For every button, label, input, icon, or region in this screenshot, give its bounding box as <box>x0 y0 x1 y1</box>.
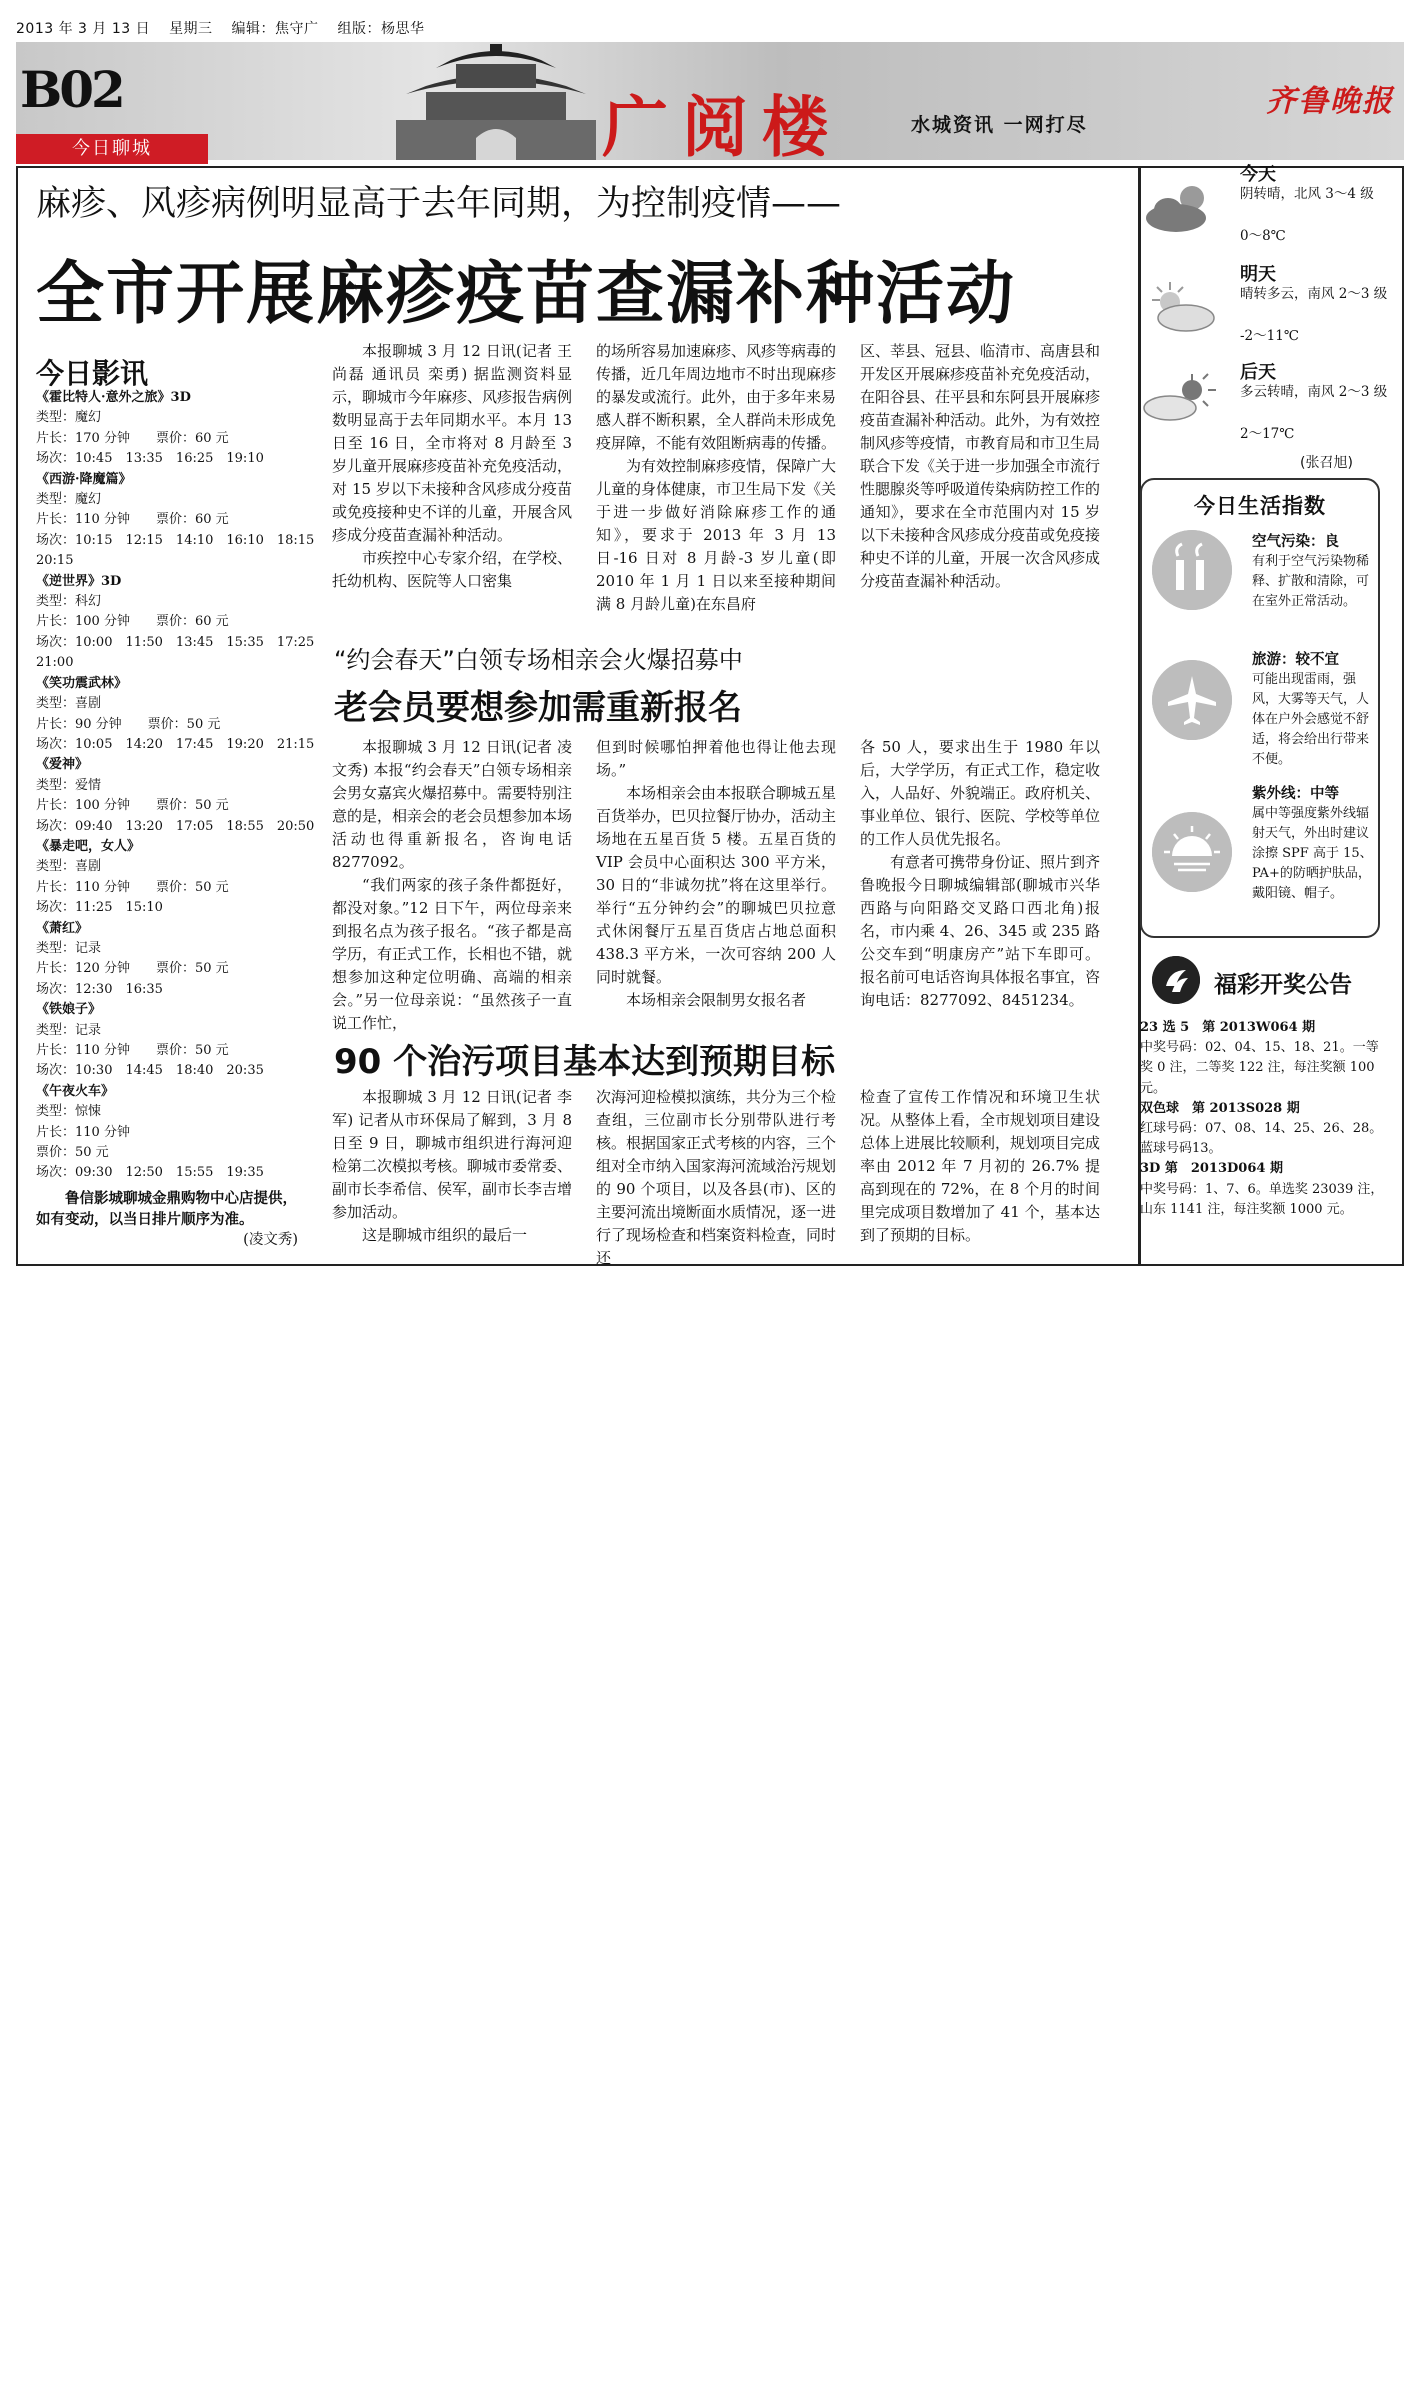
movie-name: 《爱神》 <box>36 757 89 773</box>
movie-name: 《西游·降魔篇》 <box>36 471 132 487</box>
movie-length-price: 片长：110 分钟 票价：50 元 <box>36 879 229 895</box>
movie-name: 《霍比特人·意外之旅》3D <box>36 390 191 405</box>
weather-tomorrow <box>1140 260 1390 350</box>
lottery-line: 红球号码：07、08、14、25、26、28。蓝球号码13。 <box>1140 1121 1383 1157</box>
lead-headline: 全市开展麻疹疫苗查漏补种活动 <box>36 255 1017 334</box>
weather-day: 后天 <box>1240 362 1276 383</box>
movie-length-price: 片长：100 分钟 票价：60 元 <box>36 614 229 630</box>
movie-type: 类型：爱情 <box>36 777 102 793</box>
weather-desc: 多云转晴，南风 2～3 级 <box>1240 384 1388 400</box>
section-chip: 今日聊城 <box>16 134 208 164</box>
lottery-results <box>1140 1018 1390 1220</box>
weather-temp: 2～17℃ <box>1240 426 1295 442</box>
lead-kicker: 麻疹、风疹病例明显高于去年同期，为控制疫情—— <box>36 184 842 224</box>
movie-type: 类型：记录 <box>36 1022 102 1038</box>
section-banner <box>16 42 1404 166</box>
movie-times: 场次：10:05 14:20 17:45 19:20 21:15 <box>36 736 315 752</box>
lead-column-1 <box>332 340 572 640</box>
movie-item <box>36 572 315 674</box>
movie-times: 场次：10:45 13:35 16:25 19:10 <box>36 451 264 467</box>
dating-kicker: “约会春天”白领专场相亲会火爆招募中 <box>334 646 743 674</box>
movie-note <box>36 1188 298 1248</box>
movie-item <box>36 1000 298 1082</box>
sun-rays-icon <box>1152 812 1232 892</box>
pollution-column-3 <box>860 1086 1100 1254</box>
movie-times: 场次：10:00 11:50 13:45 15:35 17:25 <box>36 634 315 650</box>
dating-column-1 <box>332 736 573 1032</box>
paragraph: 为有效控制麻疹疫情，保障广大儿童的身体健康，市卫生局下发《关于进一步做好消除麻疹工作的通知》，要求于 2013 年 3 月 13 日-16 日对 8 月龄-3 岁儿童(即 2010 年 1 月 1 日以来至接种期间满 8 月龄儿童)在东昌府 <box>596 457 837 613</box>
movie-times: 场次：12:30 16:35 <box>36 981 163 997</box>
movie-listings <box>36 388 315 1251</box>
lottery-line: 中奖号码：02、04、15、18、21。一等奖 0 注，二等奖 122 注，每注奖额 100 元。 <box>1140 1040 1379 1096</box>
paragraph: 有意者可携带身份证、照片到齐鲁晚报今日聊城编辑部(聊城市兴华西路与向阳路交叉路口西北角)报名，市内乘 4、26、345 或 235 路公交车到“明康房产”站下车即可。报名前可电话咨询具体报名事宜，咨询电话：8277092、8451234。 <box>860 853 1101 1009</box>
paragraph: 次海河迎检模拟演练，共分为三个检查组，三位副市长分别带队进行考核。根据国家正式考核的内容，三个组对全市纳入国家海河流域治污规划的 90 个项目，以及各县(市)、区的主要河流出境断面水质情况，逐一进行了现场检查和档案资料检查，同时还 <box>596 1088 837 1267</box>
weather-desc: 晴转多云，南风 2～3 级 <box>1240 286 1388 302</box>
movie-name: 《午夜火车》 <box>36 1083 115 1099</box>
movie-length-price: 片长：110 分钟 票价：50 元 <box>36 1043 229 1058</box>
movie-name: 《铁娘子》 <box>36 1002 102 1018</box>
paragraph: 的场所容易加速麻疹、风疹等病毒的传播，近几年周边地市不时出现麻疹的暴发或流行。此外，由于多年来易感人群不断积累，全人群尚未形成免疫屏障，不能有效阻断病毒的传播。 <box>596 342 837 452</box>
issue-date: 2013 年 3 月 13 日 <box>16 21 151 37</box>
life-item-text: 可能出现雷雨，强风，大雾等天气，人体在户外会感觉不舒适，将会给出行带来不便。 <box>1252 672 1370 767</box>
dating-column-3 <box>860 736 1101 1009</box>
movie-item <box>36 674 315 756</box>
movie-name: 《笑功震武林》 <box>36 675 128 691</box>
paragraph: 这是聊城市组织的最后一 <box>362 1226 528 1244</box>
movie-times: 场次：09:30 12:50 15:55 19:35 <box>36 1165 264 1181</box>
page-code: B02 <box>20 60 123 119</box>
paragraph: 本场相亲会由本报联合聊城五星百货举办，巴贝拉餐厅协办，活动主场地在五星百货 5 楼。五星百货的 VIP 会员中心面积达 300 平方米，30 日的“非诚勿扰”将在这里举行。举行“五分钟约会”的聊城巴贝拉意式休闲餐厅五星百货店占地总面积 438.3 平方米，一次可容纳 200 人同时就餐。 <box>596 784 837 986</box>
lottery-head: 双色球 第 2013S028 期 <box>1140 1100 1300 1116</box>
movie-item <box>36 837 298 919</box>
movie-times: 场次：10:30 14:45 18:40 20:35 <box>36 1063 264 1079</box>
section-slogan: 水城资讯 一网打尽 <box>911 114 1088 136</box>
movie-note-text: 鲁信影城聊城金鼎购物中心店提供，如有变动，以当日排片顺序为准。 <box>36 1189 297 1228</box>
pollution-headline: 90 个治污项目基本达到预期目标 <box>334 1042 836 1082</box>
lottery-head: 3D 第 2013D064 期 <box>1140 1161 1283 1177</box>
movie-length-price: 片长：90 分钟 票价：50 元 <box>36 716 221 732</box>
paragraph: 本报聊城 3 月 12 日讯(记者 王尚磊 通讯员 栾勇) 据监测资料显示，聊城市今年麻疹、风疹报告病例数明显高于去年同期水平。本月 13 日至 16 日，全市将对 8 月龄至 3 岁儿童开展麻疹疫苗补充免疫活动，对 15 岁以下未接种含风疹成分疫苗或免疫接种史不详的儿童，开展含风疹成分疫苗查漏补种活动。 <box>332 342 573 544</box>
issue-editor: 编辑：焦守广 <box>231 21 319 37</box>
paragraph: 市疾控中心专家介绍，在学校、托幼机构、医院等人口密集 <box>332 549 573 590</box>
life-item-text: 属中等强度紫外线辐射天气，外出时建议涂擦 SPF 高于 15、PA+的防晒护肤品，戴阳镜、帽子。 <box>1252 806 1373 901</box>
issue-meta <box>16 18 438 38</box>
issue-weekday: 星期三 <box>169 21 213 37</box>
dating-column-2 <box>596 736 837 1009</box>
welfare-lottery-icon <box>1152 956 1200 1004</box>
movie-item <box>36 388 298 470</box>
movie-item <box>36 919 298 1001</box>
weather-temp: -2～11℃ <box>1240 328 1299 344</box>
movie-times: 场次：11:25 15:10 <box>36 900 163 916</box>
issue-designer: 组版：杨思华 <box>337 21 425 37</box>
movies-title: 今日影讯 <box>36 357 149 390</box>
life-item-travel <box>1152 648 1376 778</box>
movie-type: 类型：魔幻 <box>36 492 102 508</box>
movie-name: 《暴走吧，女人》 <box>36 838 141 854</box>
movie-name: 《萧红》 <box>36 920 89 936</box>
life-item-text: 有利于空气污染物稀释、扩散和清除，可在室外正常活动。 <box>1252 554 1370 609</box>
movie-price: 票价：50 元 <box>36 1145 109 1161</box>
paragraph: 本报聊城 3 月 12 日讯(记者 李军) 记者从市环保局了解到，3 月 8 日至 9 日，聊城市组织进行海河迎检第二次模拟考核。聊城市委常委、副市长李希信、侯军，副市长李吉增参加活动。 <box>332 1088 573 1221</box>
sun-cloud-icon <box>1140 278 1220 338</box>
life-item-name: 空气污染：良 <box>1252 534 1339 550</box>
paragraph: 但到时候哪怕押着他也得让他去现场。” <box>596 738 836 779</box>
life-index-title: 今日生活指数 <box>1194 494 1326 518</box>
paragraph: 各 50 人，要求出生于 1980 年以后，大学学历，有正式工作，稳定收入，人品好、外貌端正。政府机关、事业单位、银行、医院、学校等单位的工作人员优先报名。 <box>860 738 1101 848</box>
paragraph: 检查了宣传工作情况和环境卫生状况。从整体上看，全市规划项目建设总体上进展比较顺利，规划项目完成率由 2012 年 7 月初的 26.7% 提高到现在的 72%，在 8 个月的时间里完成项目数增加了 41 个，基本达到了预期的目标。 <box>860 1088 1101 1244</box>
cloudy-sun-icon <box>1140 178 1220 238</box>
section-title: 广阅楼 <box>602 88 842 166</box>
movie-times: 20:15 <box>36 553 74 569</box>
life-item-name: 旅游：较不宜 <box>1252 652 1339 668</box>
weather-day: 明天 <box>1240 264 1276 285</box>
pollution-column-1 <box>332 1086 572 1254</box>
weather-day: 今天 <box>1240 164 1276 185</box>
movie-times: 场次：09:40 13:20 17:05 18:55 20:50 <box>36 818 315 834</box>
movie-type: 类型：记录 <box>36 940 102 956</box>
life-item-uv <box>1152 782 1376 932</box>
drum-tower-icon <box>376 42 616 160</box>
airplane-icon <box>1152 660 1232 740</box>
movie-type: 类型：喜剧 <box>36 696 102 712</box>
paragraph: “我们两家的孩子条件都挺好，都没对象。”12 日下午，两位母亲来到报名点为孩子报名。“孩子都是高学历，有正式工作，长相也不错，就想参加这种定位明确、高端的相亲会。”另一位母亲说：“虽然孩子一直说工作忙， <box>332 876 573 1032</box>
movie-name: 《逆世界》3D <box>36 573 122 589</box>
movie-type: 类型：喜剧 <box>36 859 102 875</box>
movie-length-price: 片长：170 分钟 票价：60 元 <box>36 430 229 446</box>
newspaper-brand: 齐鲁晚报 <box>1266 84 1394 119</box>
movie-length-price: 片长：110 分钟 票价：60 元 <box>36 512 229 528</box>
paragraph: 区、莘县、冠县、临清市、高唐县和开发区开展麻疹疫苗补充免疫活动，在阳谷县、茌平县和东阿县开展麻疹疫苗查漏补种活动。此外，为有效控制风疹等疫情，市教育局和市卫生局联合下发《关于进一步加强全市流行性腮腺炎等呼吸道传染病防控工作的通知》，要求在全市范围内对 15 岁以下未接种含风疹成分疫苗或免疫接种史不详的儿童，开展一次含风疹成分疫苗查漏补种活动。 <box>860 342 1101 590</box>
movie-length-price: 片长：120 分钟 票价：50 元 <box>36 961 229 977</box>
weather-day-after <box>1140 358 1390 448</box>
pollution-column-2 <box>596 1086 837 1267</box>
lottery-head: 23 选 5 第 2013W064 期 <box>1140 1020 1316 1035</box>
movie-length: 片长：110 分钟 <box>36 1124 130 1140</box>
movie-note-author: (凌文秀) <box>243 1231 298 1248</box>
weather-temp: 0～8℃ <box>1240 228 1286 244</box>
lead-column-3 <box>860 340 1100 640</box>
paragraph: 本场相亲会限制男女报名者 <box>626 991 807 1009</box>
weather-today <box>1140 160 1390 250</box>
paragraph: 本报聊城 3 月 12 日讯(记者 凌文秀) 本报“约会春天”白领专场相亲会男女嘉宾火爆招募中。需要特别注意的是，相亲会的老会员想参加本场活动也得重新报名，咨询电话8277092。 <box>332 738 573 871</box>
partly-cloudy-icon <box>1140 372 1220 432</box>
movie-times: 场次：10:15 12:15 14:10 16:10 18:15 <box>36 532 315 548</box>
life-item-name: 紫外线：中等 <box>1252 786 1339 802</box>
movie-type: 类型：科幻 <box>36 594 102 610</box>
movie-times: 21:00 <box>36 655 74 671</box>
movie-length-price: 片长：100 分钟 票价：50 元 <box>36 798 229 814</box>
movie-type: 类型：惊悚 <box>36 1104 102 1120</box>
lottery-line: 中奖号码：1、7、6。单选奖 23039 注，山东 1141 注，每注奖额 1000 元。 <box>1140 1181 1384 1217</box>
life-item-air <box>1152 530 1376 640</box>
movie-item <box>36 755 315 837</box>
factory-smoke-icon <box>1152 530 1232 610</box>
lottery-title: 福彩开奖公告 <box>1214 972 1352 998</box>
movie-type: 类型：魔幻 <box>36 410 102 426</box>
dating-headline: 老会员要想参加需重新报名 <box>334 688 742 728</box>
movie-item <box>36 470 315 572</box>
lead-column-2 <box>596 340 836 640</box>
movie-item <box>36 1082 298 1184</box>
weather-byline: (张召旭) <box>1300 455 1353 471</box>
weather-desc: 阴转晴，北风 3～4 级 <box>1240 186 1374 202</box>
